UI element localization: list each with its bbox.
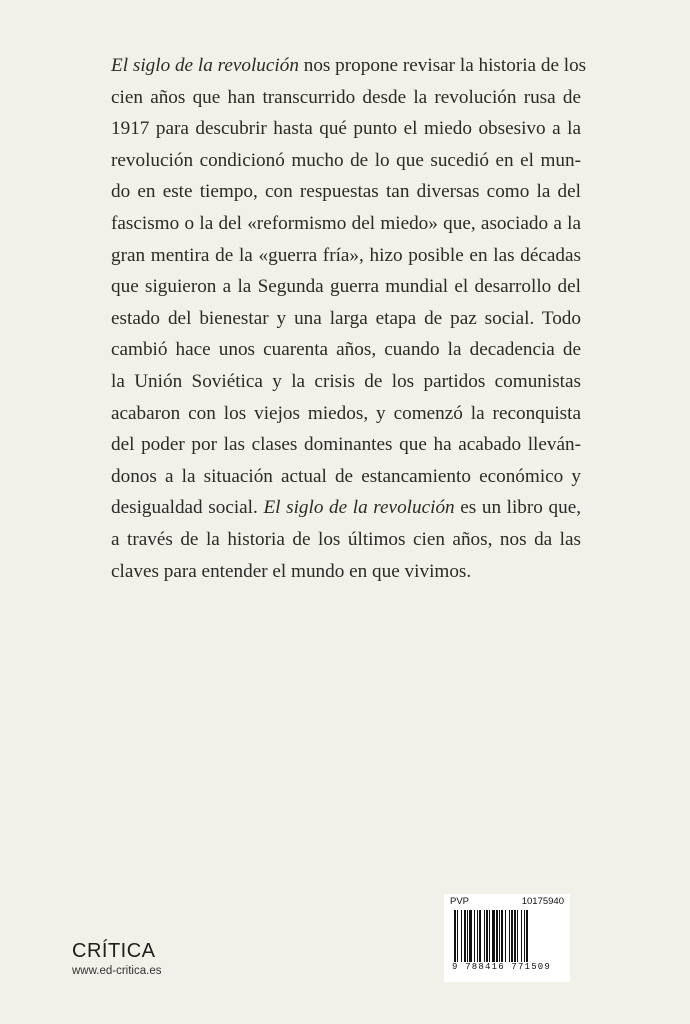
blurb-text: do en este tiempo, con respuestas tan diversas como la del: [111, 181, 581, 203]
blurb-line: [111, 429, 581, 461]
blurb-line: [111, 176, 581, 208]
blurb-text: fascismo o la del «reformismo del miedo» que, asociado a la: [111, 212, 581, 234]
blurb-line: [111, 113, 581, 145]
blurb-line: [111, 556, 581, 588]
blurb-text: que siguieron a la Segunda guerra mundial el desarrollo del: [111, 276, 581, 298]
blurb-text: 1917 para descubrir hasta qué punto el miedo obsesivo a la: [111, 118, 581, 140]
back-cover-blurb: [111, 50, 587, 587]
barcode-icon: [454, 910, 560, 962]
blurb-text: del poder por las clases dominantes que ha acabado lleván-: [111, 434, 581, 456]
publisher-website: www.ed-critica.es: [72, 965, 162, 977]
book-title-italic: El siglo de la revolución: [263, 497, 455, 519]
barcode-sticker: [444, 894, 570, 982]
blurb-text: cien años que han transcurrido desde la revolución rusa de: [111, 86, 581, 108]
blurb-text: cambió hace unos cuarenta años, cuando la decadencia de: [111, 339, 581, 361]
blurb-line: [111, 334, 581, 366]
blurb-text: estado del bienestar y una larga etapa de paz social. Todo: [111, 307, 581, 329]
blurb-line: [111, 145, 581, 177]
blurb-line: [111, 366, 581, 398]
price-label: PVP: [450, 896, 470, 907]
blurb-line: [111, 524, 581, 556]
book-title-italic: El siglo de la revolución: [111, 55, 299, 76]
blurb-line: [111, 208, 581, 240]
blurb-text: nos propone revisar la historia de los: [298, 55, 587, 76]
blurb-text: acabaron con los viejos miedos, y comenzó la reconquista: [111, 402, 581, 424]
blurb-text: donos a la situación actual de estancamiento económico y: [111, 465, 581, 487]
blurb-text: la Unión Soviética y la crisis de los partidos comunistas: [111, 370, 581, 392]
publisher-logo: CRÍTICA: [72, 940, 156, 962]
blurb-line: [111, 271, 581, 303]
blurb-line: [111, 50, 587, 82]
isbn-digits: 9 788416 771509: [452, 962, 552, 972]
blurb-text: desigualdad social.: [111, 497, 264, 519]
blurb-line: [111, 461, 581, 493]
blurb-text: claves para entender el mundo en que vivimos.: [111, 560, 472, 582]
blurb-line: [111, 240, 581, 272]
blurb-line: [111, 398, 581, 430]
blurb-line: [111, 82, 581, 114]
blurb-text: revolución condicionó mucho de lo que sucedió en el mun-: [111, 149, 581, 171]
blurb-text: a través de la historia de los últimos cien años, nos da las: [111, 528, 581, 550]
blurb-line: [111, 492, 581, 524]
blurb-text: es un libro que,: [454, 497, 582, 519]
blurb-line: [111, 303, 581, 335]
blurb-text: gran mentira de la «guerra fría», hizo posible en las décadas: [111, 244, 581, 266]
product-code: 10175940: [521, 896, 564, 907]
